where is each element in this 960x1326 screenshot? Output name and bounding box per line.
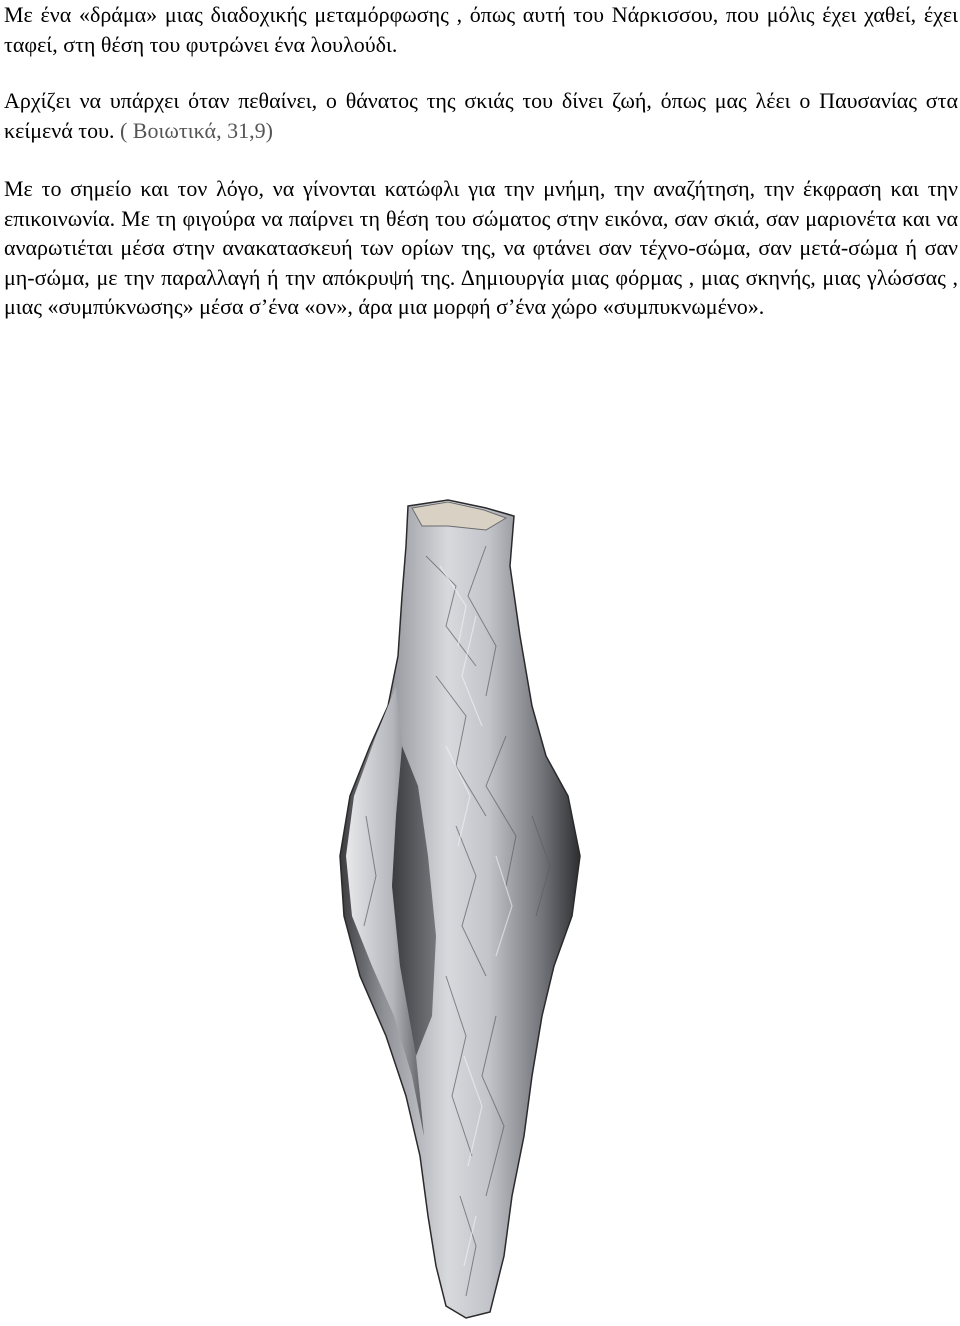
sculpture-image: [336, 496, 588, 1320]
paragraph-figure-body: Με το σημείο και τον λόγο, να γίνονται κατώφλι για την μνήμη, την αναζήτηση, την έκφραση και την επικοινωνία. Με τη φιγούρα να παίρνει τη θέση του σώματος στην εικόνα, σαν σκιά, σαν μαριονέτα και να αναρωτιέται μέσα στην ανακατασκευή των ορίων της, να φτάνει σαν τέχνο-σώμα, σαν μετά-σώμα ή σαν μη-σώμα, με την παραλλαγή ή την απόκρυψή της. Δημιουργία μιας φόρμας , μιας σκηνής, μιας γλώσσας , μιας «συμπύκνωσης» μέσα σ’ένα «ον», άρα μια μορφή σ’ένα χώρο «συμπυκνωμένο».: [4, 176, 958, 319]
crumpled-paper-sculpture-icon: [336, 496, 588, 1320]
citation-boeotica: ( Βοιωτικά, 31,9): [119, 117, 273, 143]
paragraph-pausanias: [4, 86, 958, 145]
paragraph-pausanias-text: Αρχίζει να υπάρχει όταν πεθαίνει, ο θάνατος της σκιάς του δίνει ζωή, όπως μας λέει ο Παυσανίας στα κείμενά του.: [4, 88, 958, 143]
paragraph-narcissus: Με ένα «δράμα» μιας διαδοχικής μεταμόρφωσης , όπως αυτή του Νάρκισσου, που μόλις έχει χαθεί, έχει ταφεί, στη θέση του φυτρώνει ένα λουλούδι.: [4, 2, 958, 57]
